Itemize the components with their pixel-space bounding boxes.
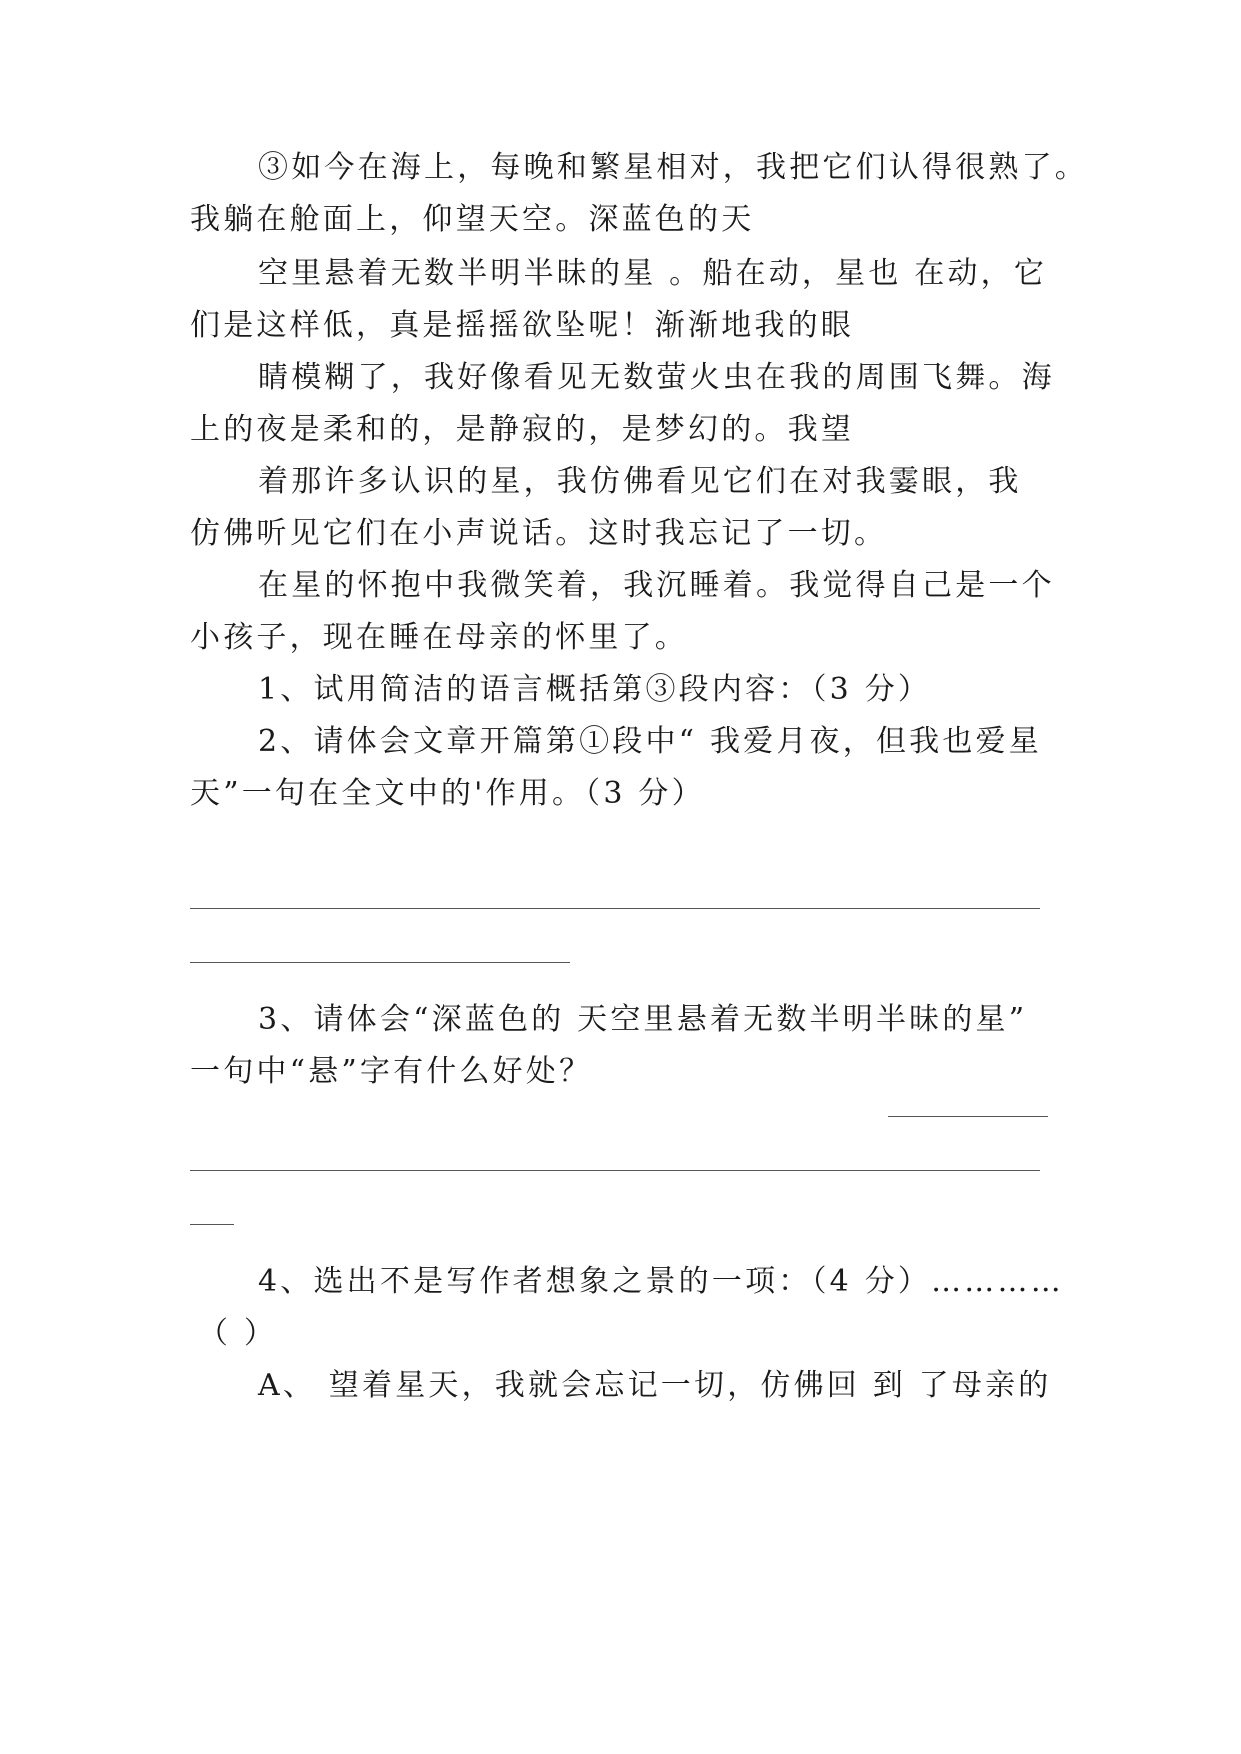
question-1: 1、试用简洁的语言概括第③段内容：（3 分） — [258, 672, 932, 707]
question-3-line: 3、请体会“深蓝色的 天空里悬着无数半明半昧的星” — [258, 1002, 1028, 1037]
answer-blank-line — [190, 962, 570, 963]
paragraph-3-line: 睛模糊了，我好像看见无数萤火虫在我的周围飞舞。海 — [258, 360, 1055, 395]
question-4-line: 4、选出不是写作者想象之景的一项：（4 分）………… — [258, 1264, 1064, 1299]
paragraph-3-line: ③如今在海上，每晚和繁星相对，我把它们认得很熟了。 — [258, 150, 1088, 185]
answer-blank-line — [190, 908, 1040, 909]
paragraph-3-line: 空里悬着无数半明半昧的星 。船在动，星也 在动，它 — [258, 256, 1048, 291]
answer-blank-line — [190, 1224, 234, 1225]
paragraph-3-line: 我躺在舱面上，仰望天空。深蓝色的天 — [190, 202, 755, 237]
question-2-line: 2、请体会文章开篇第①段中“ 我爱月夜，但我也爱星 — [258, 724, 1042, 759]
question-4-answer-parentheses: （ ） — [198, 1316, 278, 1351]
question-3-line: 一句中“悬”字有什么好处？ — [190, 1054, 593, 1089]
paragraph-3-line: 们是这样低，真是摇摇欲坠呢！渐渐地我的眼 — [190, 308, 854, 343]
question-4-option-a: A、 望着星天，我就会忘记一切，仿佛回 到 了母亲的 — [258, 1368, 1052, 1403]
answer-blank-line — [190, 1170, 1040, 1171]
paragraph-3-line: 小孩子，现在睡在母亲的怀里了。 — [190, 620, 688, 655]
question-2-line: 天”一句在全文中的'作用。（3 分） — [190, 776, 705, 811]
paragraph-3-line: 着那许多认识的星，我仿佛看见它们在对我霎眼，我 — [258, 464, 1022, 499]
paragraph-3-line: 上的夜是柔和的，是静寂的，是梦幻的。我望 — [190, 412, 854, 447]
paragraph-3-line: 在星的怀抱中我微笑着，我沉睡着。我觉得自己是一个 — [258, 568, 1055, 603]
answer-blank-line — [888, 1116, 1048, 1117]
paragraph-3-line: 仿佛听见它们在小声说话。这时我忘记了一切。 — [190, 516, 888, 551]
